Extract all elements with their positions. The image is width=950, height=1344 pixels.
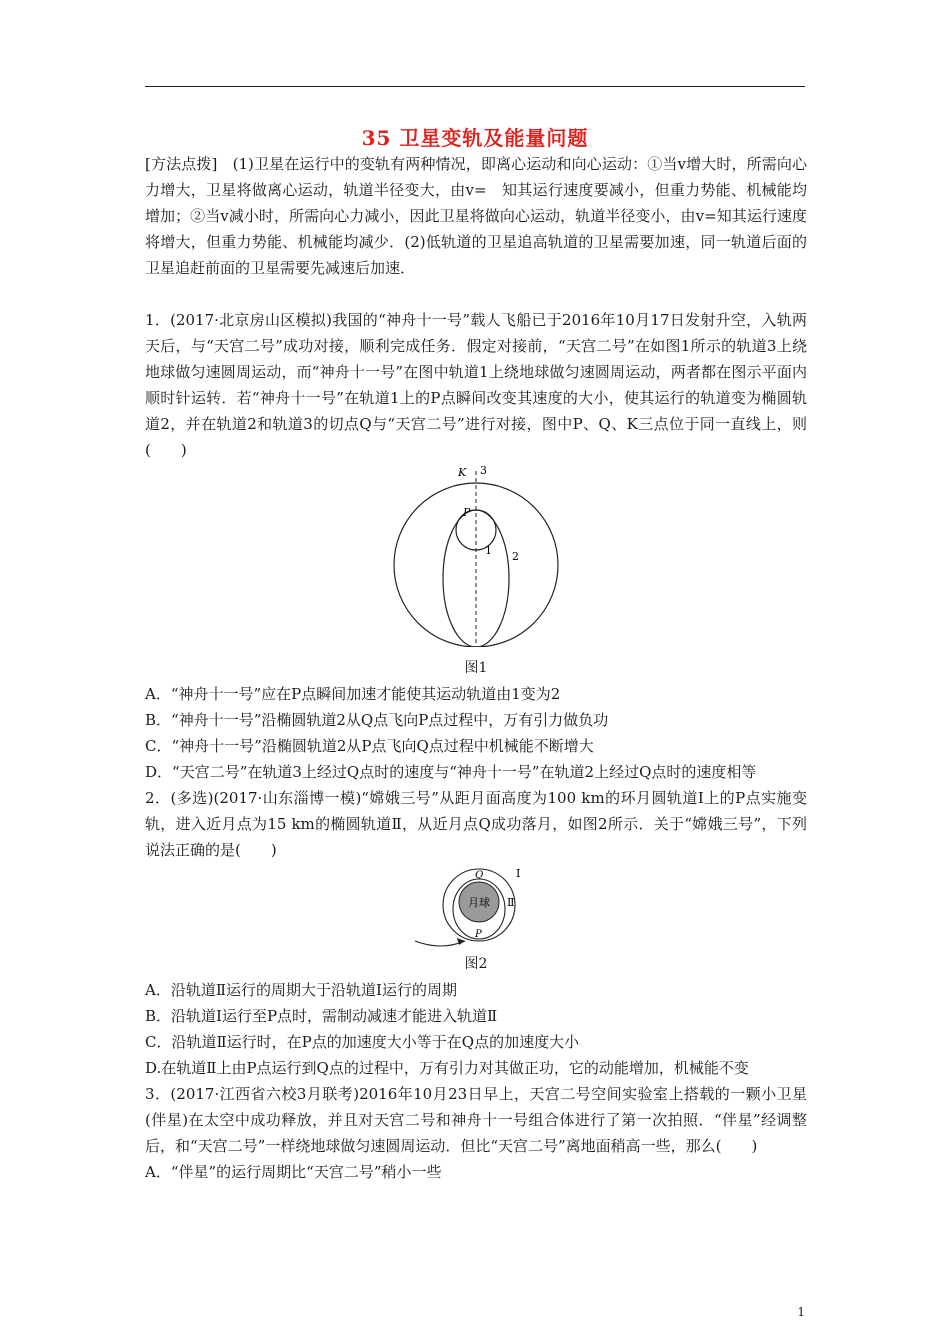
approach-trajectory	[415, 941, 465, 946]
label-p: P	[463, 506, 471, 519]
orbit-diagram	[376, 463, 576, 647]
document-body	[145, 151, 807, 1185]
label-q2-q: Q	[475, 870, 484, 881]
q1-option-d: D．“天宫二号”在轨道3上经过Q点时的速度与“神舟十一号”在轨道2上经过Q点时的速度相等	[145, 763, 757, 781]
method-tip: [方法点拨] (1)卫星在运行中的变轨有两种情况，即离心运动和向心运动：①当v增大时，所需向心力增大，卫星将做离心运动，轨道半径变大，由v= 知其运行速度要减小，但重力势能、机械能均增加；②当v减小时，所需向心力减小，因此卫星将做向心运动，轨道半径变小，由v=知其运行速度将增大，但重力势能、机械能均减少．(2)低轨道的卫星追高轨道的卫星需要加速，同一轨道后面的卫星追赶前面的卫星需要先减速后加速．	[145, 155, 807, 277]
page-title: 35 卫星变轨及能量问题	[361, 126, 589, 150]
q2-option-c: C．沿轨道Ⅱ运行时，在P点的加速度大小等于在Q点的加速度大小	[145, 1033, 580, 1051]
question-2-stem: 2．(多选)(2017·山东淄博一模)“嫦娥三号”从距月面高度为100 km的环月圆轨道Ⅰ上的P点实施变轨，进入近月点为15 km的椭圆轨道Ⅱ，从近月点Q成功落月，如图2所示．关于“嫦娥三号”，下列说法正确的是( )	[145, 789, 807, 859]
label-k: K	[458, 466, 467, 479]
label-orbit-1: 1	[485, 544, 492, 557]
q2-option-d: D.在轨道Ⅱ上由P点运行到Q点的过程中，万有引力对其做正功，它的动能增加，机械能不变	[145, 1059, 749, 1077]
label-orbit-ii: Ⅱ	[507, 896, 515, 909]
moon-orbit-diagram	[411, 865, 541, 951]
q1-option-b: B．“神舟十一号”沿椭圆轨道2从Q点飞向P点过程中，万有引力做负功	[145, 711, 609, 729]
question-3-stem: 3．(2017·江西省六校3月联考)2016年10月23日早上，天宫二号空间实验室上搭载的一颗小卫星(伴星)在太空中成功释放，并且对天宫二号和神舟十一号组合体进行了第一次拍照．“伴星”经调整后，和“天宫二号”一样绕地球做匀速圆周运动．但比“天宫二号”离地面稍高一些，那么( )	[145, 1085, 807, 1155]
q1-option-a: A．“神舟十一号”应在P点瞬间加速才能使其运动轨道由1变为2	[145, 685, 561, 703]
question-1-stem: 1．(2017·北京房山区模拟)我国的“神舟十一号”载人飞船已于2016年10月17日发射升空，入轨两天后，与“天宫二号”成功对接，顺利完成任务．假定对接前，“天宫二号”在如图1所示的轨道3上绕地球做匀速圆周运动，而“神舟十一号”在图中轨道1上绕地球做匀速圆周运动，两者都在图示平面内顺时针运转．若“神舟十一号”在轨道1上的P点瞬间改变其速度的大小，使其运行的轨道变为椭圆轨道2，并在轨道2和轨道3的切点Q与“天宫二号”进行对接，图中P、Q、K三点位于同一直线上，则( )	[145, 311, 807, 459]
figure-2-caption: 图2	[464, 956, 488, 972]
moon-label: 月球	[468, 896, 490, 909]
q1-option-c: C．“神舟十一号”沿椭圆轨道2从P点飞向Q点过程中机械能不断增大	[145, 737, 594, 755]
label-orbit-i: Ⅰ	[516, 867, 521, 880]
q3-option-a: A．“伴星”的运行周期比“天宫二号”稍小一些	[145, 1163, 442, 1181]
q2-option-a: A．沿轨道Ⅱ运行的周期大于沿轨道Ⅰ运行的周期	[145, 981, 457, 999]
figure-1-caption: 图1	[464, 660, 488, 676]
header-rule	[145, 86, 805, 87]
q2-option-b: B．沿轨道Ⅰ运行至P点时，需制动减速才能进入轨道Ⅱ	[145, 1007, 498, 1025]
label-orbit-3: 3	[480, 464, 487, 477]
page-number-text: 1	[797, 1305, 805, 1319]
figure-2	[145, 865, 807, 951]
label-q2-p: P	[475, 929, 482, 940]
page-number	[0, 1305, 950, 1319]
label-orbit-2: 2	[512, 550, 519, 563]
figure-1	[145, 463, 807, 647]
